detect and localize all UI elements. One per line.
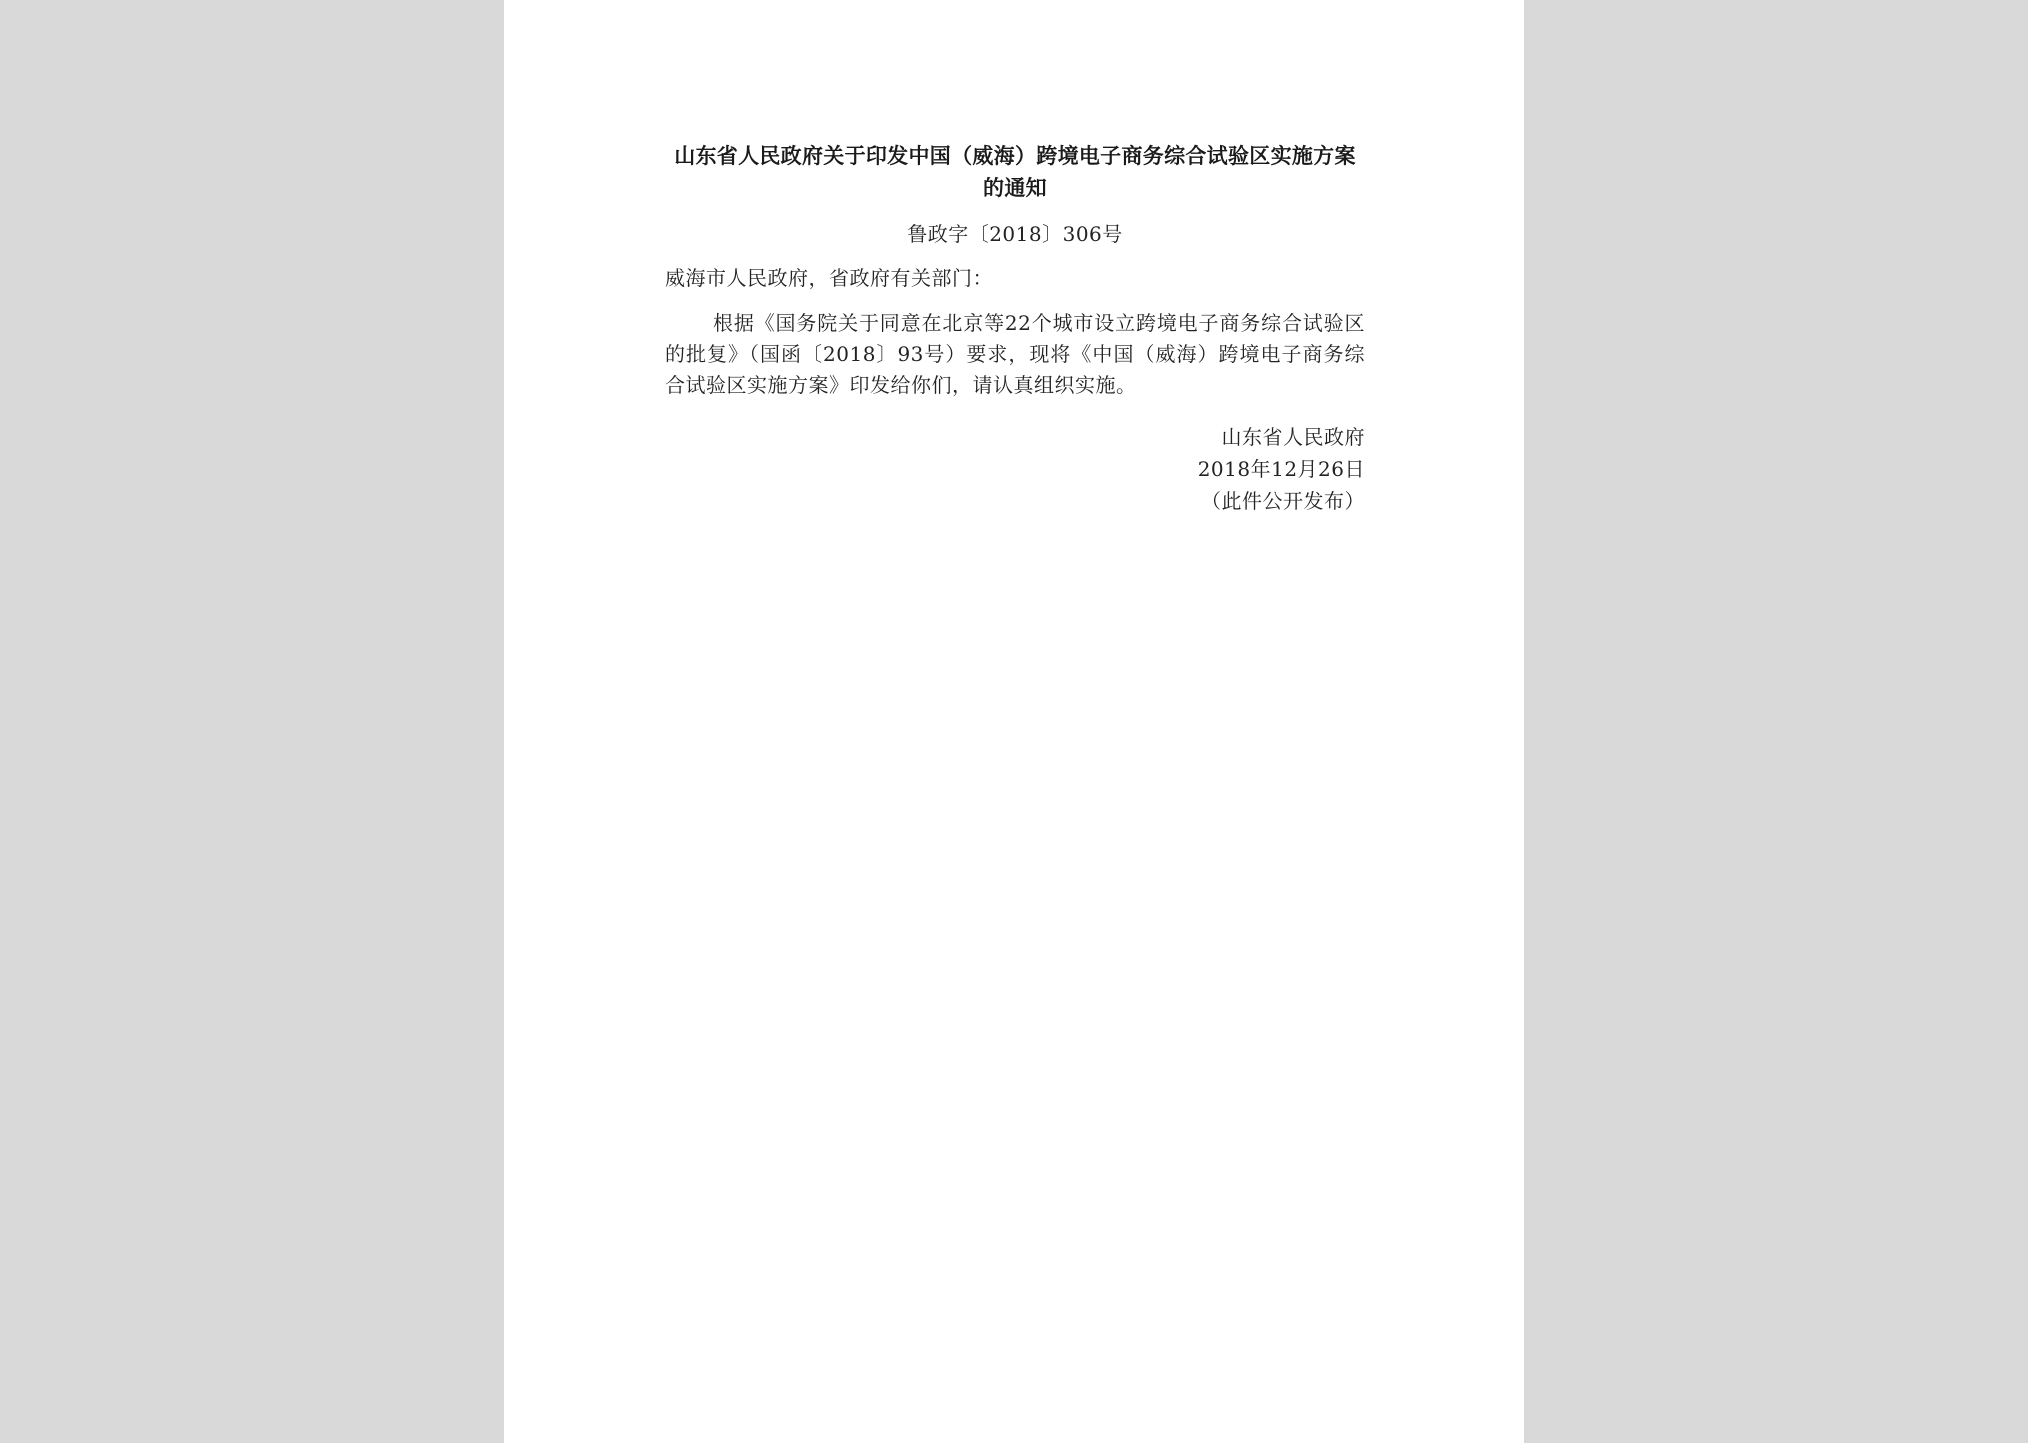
salutation: 威海市人民政府，省政府有关部门： [665,266,993,290]
body-paragraph: 根据《国务院关于同意在北京等22个城市设立跨境电子商务综合试验区的批复》（国函〔2018〕93号）要求，现将《中国（威海）跨境电子商务综合试验区实施方案》印发给你们，请认真组织实施。 [665,311,1365,397]
disclosure-note: （此件公开发布） [1201,489,1365,513]
issue-date: 2018年12月26日 [1197,457,1365,481]
issuer: 山东省人民政府 [1221,425,1365,449]
document-number: 鲁政字〔2018〕306号 [907,222,1123,246]
document-title: 山东省人民政府关于印发中国（威海）跨境电子商务综合试验区实施方案的通知 [674,143,1356,200]
signature-block [665,421,1365,517]
document-content [665,140,1365,517]
document-page [504,0,1524,1443]
